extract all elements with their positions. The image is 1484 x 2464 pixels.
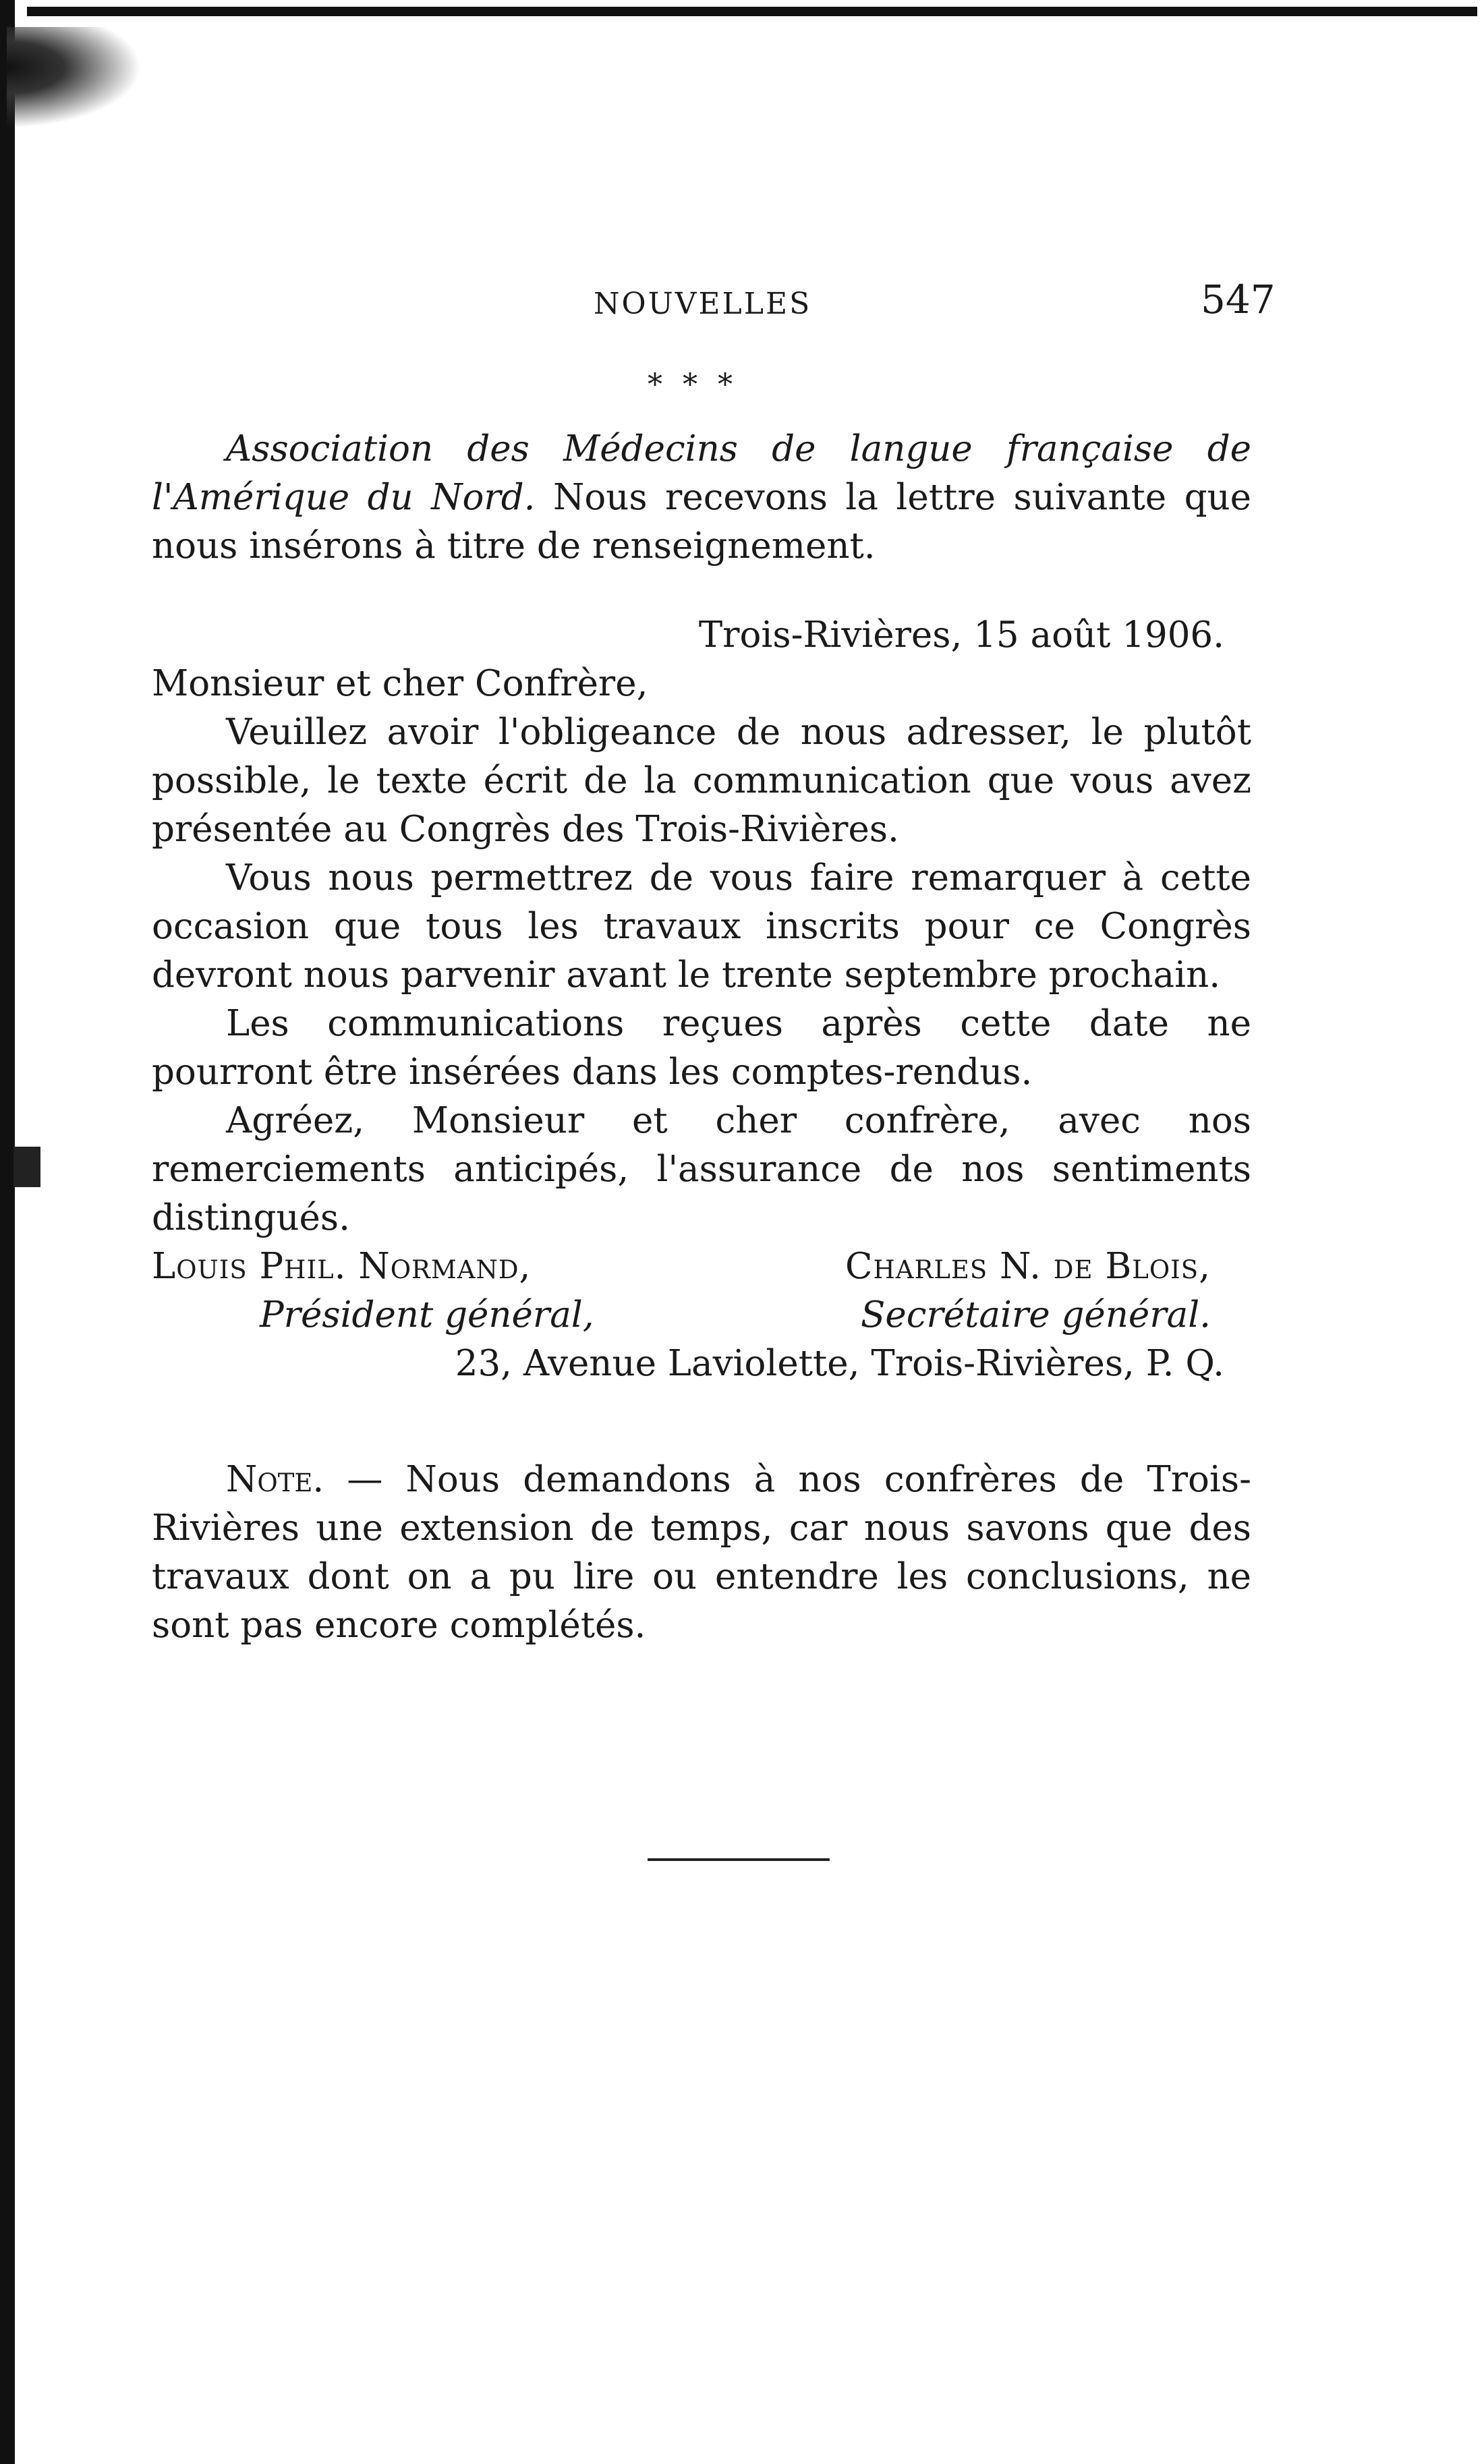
page-number: 547 <box>1201 277 1276 322</box>
signature-names <box>152 1242 1251 1291</box>
letter-dateline: Trois-Rivières, 15 août 1906. <box>698 614 1224 656</box>
signature-name-secretary: Charles N. de Blois, <box>845 1246 1211 1287</box>
signature-titles <box>152 1291 1251 1340</box>
note-label: Note. <box>226 1459 324 1500</box>
letter-address: 23, Avenue Laviolette, Trois-Rivières, P. Q. <box>455 1343 1224 1384</box>
section-ornament: * * * <box>648 368 738 402</box>
signature-name-president: Louis Phil. Normand, <box>152 1246 532 1287</box>
letter-paragraph: Agréez, Monsieur et cher confrère, avec nos remerciements anticipés, l'assurance de nos sentiments distingués. <box>152 1100 1251 1238</box>
letter-paragraph: Veuillez avoir l'obligeance de nous adresser, le plutôt possible, le texte écrit de la communication que vous avez présentée au Congrès des Trois-Rivières. <box>152 712 1251 850</box>
running-head: NOUVELLES <box>594 287 812 321</box>
note-paragraph <box>152 1456 1251 1650</box>
article-body <box>152 425 1251 1650</box>
letter-paragraph: Vous nous permettrez de vous faire remarquer à cette occasion que tous les travaux inscrits pour ce Congrès devront nous parvenir avant le trente septembre prochain. <box>152 857 1251 996</box>
intro-text: Nous recevons la lettre suivante que nous insérons à titre de renseignement. <box>152 477 1251 567</box>
intro-heading: Association des Médecins de langue française de l'Amérique du Nord. <box>152 428 1251 518</box>
letter-paragraph: Les communications reçues après cette date ne pourront être insérées dans les comptes-rendus. <box>152 1003 1251 1093</box>
signature-title-president: Président général, <box>260 1294 594 1336</box>
section-divider <box>648 1858 830 1861</box>
intro-paragraph <box>152 425 1251 571</box>
letter-salutation: Monsieur et cher Confrère, <box>152 663 648 704</box>
note-text: — Nous demandons à nos confrères de Trois-Rivières une extension de temps, car nous savons que des travaux dont on a pu lire ou entendre les conclusions, ne sont pas encore complétés. <box>152 1459 1251 1646</box>
signature-title-secretary: Secrétaire général. <box>861 1294 1211 1336</box>
